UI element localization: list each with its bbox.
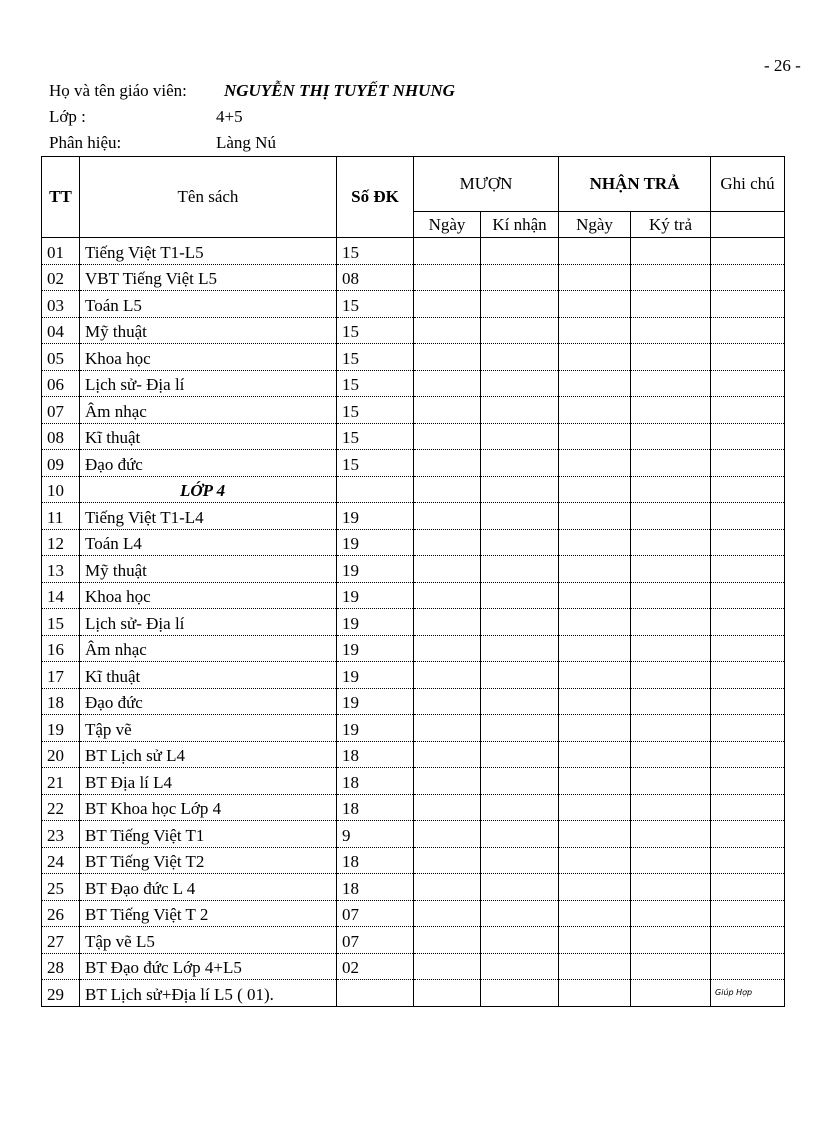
table-row	[42, 874, 785, 901]
row-note	[711, 291, 785, 318]
row-book-name: VBT Tiếng Việt L5	[80, 264, 337, 291]
row-reg-no: 15	[337, 291, 414, 318]
row-tt: 04	[42, 317, 80, 344]
row-return-date	[559, 980, 631, 1007]
row-borrow-sign	[481, 635, 559, 662]
row-return-sign	[631, 397, 711, 424]
row-reg-no: 19	[337, 582, 414, 609]
teacher-name: NGUYỄN THỊ TUYẾT NHUNG	[224, 81, 455, 100]
row-borrow-date	[414, 927, 481, 954]
row-book-name: BT Đạo đức L 4	[80, 874, 337, 901]
row-borrow-sign	[481, 450, 559, 477]
table-row	[42, 423, 785, 450]
row-return-date	[559, 238, 631, 265]
row-return-date	[559, 503, 631, 530]
row-return-date	[559, 794, 631, 821]
table-body	[42, 238, 785, 1007]
table-row	[42, 980, 785, 1007]
row-reg-no	[337, 476, 414, 503]
row-return-date	[559, 397, 631, 424]
row-return-sign	[631, 847, 711, 874]
row-reg-no: 18	[337, 768, 414, 795]
row-note	[711, 715, 785, 742]
row-tt: 22	[42, 794, 80, 821]
row-borrow-sign	[481, 794, 559, 821]
row-note	[711, 238, 785, 265]
table-row	[42, 317, 785, 344]
row-borrow-sign	[481, 264, 559, 291]
row-borrow-date	[414, 397, 481, 424]
row-book-name: BT Lịch sử L4	[80, 741, 337, 768]
table-row	[42, 529, 785, 556]
row-return-date	[559, 821, 631, 848]
row-borrow-date	[414, 582, 481, 609]
row-book-name: BT Tiếng Việt T 2	[80, 900, 337, 927]
row-borrow-date	[414, 953, 481, 980]
table-row	[42, 715, 785, 742]
row-borrow-sign	[481, 397, 559, 424]
header-note: Ghi chú	[711, 157, 785, 212]
row-tt: 02	[42, 264, 80, 291]
row-return-sign	[631, 715, 711, 742]
row-borrow-date	[414, 847, 481, 874]
row-borrow-sign	[481, 874, 559, 901]
header-borrow-date: Ngày	[414, 212, 481, 238]
row-return-date	[559, 476, 631, 503]
row-tt: 07	[42, 397, 80, 424]
row-borrow-sign	[481, 900, 559, 927]
row-return-sign	[631, 529, 711, 556]
row-note	[711, 847, 785, 874]
row-return-sign	[631, 344, 711, 371]
row-book-name: Tập vẽ	[80, 715, 337, 742]
row-borrow-sign	[481, 476, 559, 503]
row-return-sign	[631, 450, 711, 477]
row-borrow-date	[414, 476, 481, 503]
row-borrow-sign	[481, 291, 559, 318]
row-borrow-sign	[481, 980, 559, 1007]
row-reg-no: 15	[337, 397, 414, 424]
row-tt: 24	[42, 847, 80, 874]
row-tt: 10	[42, 476, 80, 503]
row-borrow-date	[414, 370, 481, 397]
row-borrow-date	[414, 556, 481, 583]
row-borrow-sign	[481, 529, 559, 556]
branch-line	[49, 133, 276, 153]
row-book-name: Âm nhạc	[80, 397, 337, 424]
row-borrow-date	[414, 900, 481, 927]
row-tt: 20	[42, 741, 80, 768]
row-reg-no: 15	[337, 238, 414, 265]
row-note	[711, 609, 785, 636]
row-borrow-sign	[481, 582, 559, 609]
row-return-date	[559, 423, 631, 450]
row-tt: 16	[42, 635, 80, 662]
row-reg-no: 19	[337, 503, 414, 530]
row-return-date	[559, 874, 631, 901]
table-row	[42, 503, 785, 530]
row-return-date	[559, 953, 631, 980]
row-borrow-date	[414, 450, 481, 477]
row-note	[711, 450, 785, 477]
row-borrow-date	[414, 794, 481, 821]
row-return-date	[559, 688, 631, 715]
table-row	[42, 635, 785, 662]
table-row	[42, 688, 785, 715]
row-return-sign	[631, 794, 711, 821]
table-row	[42, 370, 785, 397]
row-return-date	[559, 317, 631, 344]
row-book-name: Mỹ thuật	[80, 556, 337, 583]
row-tt: 25	[42, 874, 80, 901]
row-tt: 15	[42, 609, 80, 636]
row-borrow-date	[414, 238, 481, 265]
row-return-date	[559, 900, 631, 927]
row-return-date	[559, 529, 631, 556]
row-reg-no: 19	[337, 556, 414, 583]
table-row	[42, 291, 785, 318]
row-tt: 18	[42, 688, 80, 715]
row-return-date	[559, 847, 631, 874]
table-row	[42, 768, 785, 795]
row-tt: 06	[42, 370, 80, 397]
row-tt: 11	[42, 503, 80, 530]
row-reg-no: 19	[337, 529, 414, 556]
row-borrow-date	[414, 423, 481, 450]
row-reg-no: 18	[337, 874, 414, 901]
row-return-sign	[631, 582, 711, 609]
row-note	[711, 953, 785, 980]
row-reg-no: 18	[337, 741, 414, 768]
row-return-date	[559, 450, 631, 477]
row-return-sign	[631, 423, 711, 450]
row-book-name: Khoa học	[80, 344, 337, 371]
row-book-name: Lịch sử- Địa lí	[80, 370, 337, 397]
row-book-name: Toán L4	[80, 529, 337, 556]
header-reg-no: Số ĐK	[337, 157, 414, 238]
row-borrow-date	[414, 821, 481, 848]
table-row	[42, 662, 785, 689]
row-book-name: BT Khoa học Lớp 4	[80, 794, 337, 821]
row-borrow-sign	[481, 556, 559, 583]
row-borrow-date	[414, 317, 481, 344]
row-tt: 26	[42, 900, 80, 927]
row-reg-no: 15	[337, 450, 414, 477]
row-reg-no: 19	[337, 609, 414, 636]
row-borrow-sign	[481, 344, 559, 371]
row-return-sign	[631, 609, 711, 636]
row-note	[711, 768, 785, 795]
row-borrow-sign	[481, 370, 559, 397]
row-note	[711, 927, 785, 954]
row-book-name: Tiếng Việt T1-L4	[80, 503, 337, 530]
row-return-sign	[631, 688, 711, 715]
row-borrow-date	[414, 635, 481, 662]
table-row	[42, 264, 785, 291]
row-note	[711, 317, 785, 344]
row-reg-no: 18	[337, 847, 414, 874]
row-borrow-sign	[481, 688, 559, 715]
row-return-date	[559, 370, 631, 397]
row-reg-no: 07	[337, 900, 414, 927]
row-book-name: BT Đạo đức Lớp 4+L5	[80, 953, 337, 980]
row-book-name: BT Lịch sử+Địa lí L5 ( 01).	[80, 980, 337, 1007]
row-return-sign	[631, 556, 711, 583]
row-note	[711, 741, 785, 768]
row-note	[711, 370, 785, 397]
row-borrow-date	[414, 503, 481, 530]
row-borrow-date	[414, 715, 481, 742]
row-borrow-date	[414, 344, 481, 371]
row-note	[711, 264, 785, 291]
row-reg-no: 19	[337, 662, 414, 689]
row-book-name: Đạo đức	[80, 450, 337, 477]
row-return-date	[559, 635, 631, 662]
row-borrow-date	[414, 980, 481, 1007]
row-return-sign	[631, 635, 711, 662]
row-note	[711, 397, 785, 424]
row-note	[711, 688, 785, 715]
header-borrow-sign: Kí nhận	[481, 212, 559, 238]
row-book-name: Mỹ thuật	[80, 317, 337, 344]
row-tt: 19	[42, 715, 80, 742]
row-note	[711, 476, 785, 503]
header-note-blank	[711, 212, 785, 238]
row-return-sign	[631, 927, 711, 954]
row-borrow-sign	[481, 715, 559, 742]
book-loan-table	[41, 156, 785, 1007]
table-row	[42, 397, 785, 424]
row-return-sign	[631, 238, 711, 265]
row-note	[711, 821, 785, 848]
row-tt: 17	[42, 662, 80, 689]
row-note	[711, 900, 785, 927]
row-borrow-sign	[481, 609, 559, 636]
row-note	[711, 794, 785, 821]
row-borrow-sign	[481, 317, 559, 344]
row-book-name: BT Tiếng Việt T2	[80, 847, 337, 874]
row-return-sign	[631, 980, 711, 1007]
row-book-name: BT Địa lí L4	[80, 768, 337, 795]
row-return-sign	[631, 317, 711, 344]
row-return-sign	[631, 768, 711, 795]
row-return-date	[559, 741, 631, 768]
row-tt: 23	[42, 821, 80, 848]
table-row	[42, 582, 785, 609]
row-tt: 14	[42, 582, 80, 609]
teacher-label: Họ và tên giáo viên:	[49, 81, 187, 100]
row-return-date	[559, 609, 631, 636]
row-return-sign	[631, 874, 711, 901]
header-return-date: Ngày	[559, 212, 631, 238]
class-label: Lớp :	[49, 107, 86, 126]
table-row	[42, 953, 785, 980]
row-borrow-sign	[481, 847, 559, 874]
table-row	[42, 821, 785, 848]
row-return-sign	[631, 370, 711, 397]
table-row	[42, 556, 785, 583]
row-reg-no: 15	[337, 317, 414, 344]
header-return: NHẬN TRẢ	[559, 157, 711, 212]
row-tt: 21	[42, 768, 80, 795]
row-tt: 12	[42, 529, 80, 556]
row-borrow-date	[414, 741, 481, 768]
row-borrow-date	[414, 688, 481, 715]
row-tt: 13	[42, 556, 80, 583]
row-return-sign	[631, 264, 711, 291]
table-row	[42, 238, 785, 265]
row-tt: 27	[42, 927, 80, 954]
row-book-name: Kĩ thuật	[80, 662, 337, 689]
row-borrow-date	[414, 264, 481, 291]
row-borrow-sign	[481, 662, 559, 689]
row-return-sign	[631, 741, 711, 768]
row-borrow-date	[414, 662, 481, 689]
teacher-line	[49, 81, 455, 101]
row-note	[711, 635, 785, 662]
header-tt: TT	[42, 157, 80, 238]
row-book-name: Khoa học	[80, 582, 337, 609]
row-borrow-sign	[481, 238, 559, 265]
row-tt: 08	[42, 423, 80, 450]
row-borrow-date	[414, 874, 481, 901]
header-book-name: Tên sách	[80, 157, 337, 238]
row-book-name: Tập vẽ L5	[80, 927, 337, 954]
row-book-name: Âm nhạc	[80, 635, 337, 662]
row-note-signature: Giúp Hợp	[711, 980, 785, 1007]
table-row	[42, 476, 785, 503]
row-book-name: Tiếng Việt T1-L5	[80, 238, 337, 265]
row-borrow-sign	[481, 768, 559, 795]
table-row	[42, 344, 785, 371]
row-section-title: LỚP 4	[80, 476, 337, 503]
row-reg-no: 15	[337, 370, 414, 397]
row-reg-no: 02	[337, 953, 414, 980]
table-row	[42, 450, 785, 477]
class-value: 4+5	[216, 107, 243, 126]
row-note	[711, 874, 785, 901]
row-return-sign	[631, 662, 711, 689]
row-return-sign	[631, 821, 711, 848]
page-number: - 26 -	[764, 56, 801, 75]
row-reg-no	[337, 980, 414, 1007]
row-reg-no: 18	[337, 794, 414, 821]
header-borrow: MƯỢN	[414, 157, 559, 212]
row-note	[711, 582, 785, 609]
row-borrow-sign	[481, 821, 559, 848]
row-reg-no: 08	[337, 264, 414, 291]
class-line	[49, 107, 243, 127]
row-return-sign	[631, 291, 711, 318]
row-note	[711, 503, 785, 530]
row-borrow-sign	[481, 741, 559, 768]
table-row	[42, 794, 785, 821]
row-note	[711, 529, 785, 556]
row-reg-no: 19	[337, 688, 414, 715]
row-tt: 28	[42, 953, 80, 980]
row-return-date	[559, 344, 631, 371]
row-book-name: Kĩ thuật	[80, 423, 337, 450]
row-return-sign	[631, 953, 711, 980]
table-row	[42, 741, 785, 768]
table-row	[42, 900, 785, 927]
row-reg-no: 19	[337, 715, 414, 742]
row-book-name: Toán L5	[80, 291, 337, 318]
row-return-date	[559, 927, 631, 954]
row-reg-no: 19	[337, 635, 414, 662]
row-tt: 03	[42, 291, 80, 318]
row-tt: 09	[42, 450, 80, 477]
row-borrow-sign	[481, 953, 559, 980]
row-borrow-date	[414, 768, 481, 795]
row-note	[711, 556, 785, 583]
row-borrow-sign	[481, 503, 559, 530]
row-return-date	[559, 662, 631, 689]
row-borrow-sign	[481, 423, 559, 450]
row-note	[711, 423, 785, 450]
row-book-name: Đạo đức	[80, 688, 337, 715]
row-reg-no: 15	[337, 423, 414, 450]
row-return-date	[559, 264, 631, 291]
row-book-name: BT Tiếng Việt T1	[80, 821, 337, 848]
row-borrow-sign	[481, 927, 559, 954]
row-note	[711, 344, 785, 371]
branch-value: Làng Nú	[216, 133, 276, 152]
row-borrow-date	[414, 609, 481, 636]
row-book-name: Lịch sử- Địa lí	[80, 609, 337, 636]
table-row	[42, 927, 785, 954]
row-reg-no: 15	[337, 344, 414, 371]
row-return-sign	[631, 900, 711, 927]
row-tt: 01	[42, 238, 80, 265]
row-return-date	[559, 768, 631, 795]
row-return-date	[559, 715, 631, 742]
row-tt: 29	[42, 980, 80, 1007]
row-return-date	[559, 582, 631, 609]
row-return-date	[559, 291, 631, 318]
row-borrow-date	[414, 529, 481, 556]
row-note	[711, 662, 785, 689]
table-row	[42, 609, 785, 636]
row-reg-no: 07	[337, 927, 414, 954]
row-reg-no: 9	[337, 821, 414, 848]
header-return-sign: Ký trả	[631, 212, 711, 238]
row-return-sign	[631, 476, 711, 503]
row-borrow-date	[414, 291, 481, 318]
row-return-date	[559, 556, 631, 583]
row-return-sign	[631, 503, 711, 530]
table-row	[42, 847, 785, 874]
branch-label: Phân hiệu:	[49, 133, 122, 152]
row-tt: 05	[42, 344, 80, 371]
